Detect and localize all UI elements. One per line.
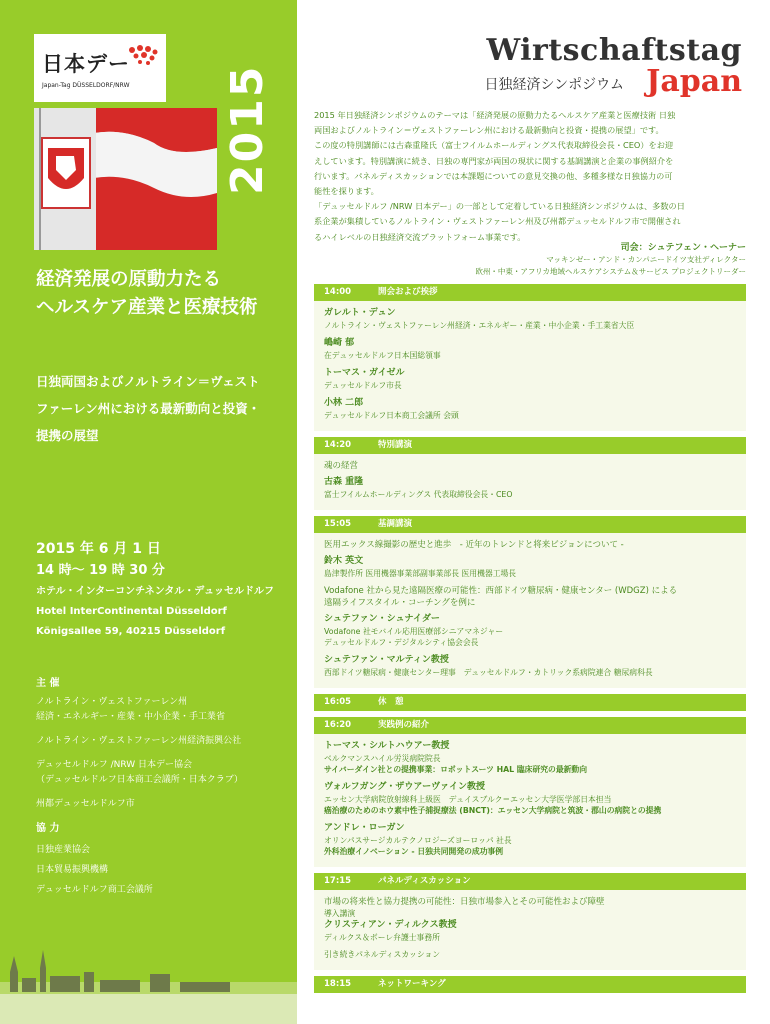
program-slot [314, 437, 746, 454]
program-slot [314, 976, 746, 993]
speaker [324, 307, 736, 331]
slot-details [314, 454, 746, 510]
speaker-role: オリンパスサージカルテクノロジーズヨーロッパ 社長 [324, 836, 512, 845]
speaker-name: 小林 二郎 [324, 398, 364, 408]
program-slot [314, 284, 746, 301]
talk-topic: 外科治療イノベーション - 日独共同開発の成功事例 [324, 847, 504, 856]
talk-topic: サイバーダイン社との提携事業：ロボットスーツ HAL 臨床研究の最新動向 [324, 765, 588, 774]
year-banner: 2015 [222, 64, 273, 196]
moderator [314, 240, 746, 278]
speaker-name: 嶋崎 郁 [324, 338, 355, 348]
speaker-name: 古森 重隆 [324, 477, 364, 487]
intro-line: この度の特別講師には古森重隆氏（富士フイルムホールディングス代表取締役会長・CEO）をお迎 [314, 140, 674, 151]
speaker-name: トーマス・シルトハウアー教授 [324, 741, 450, 751]
speaker-role: デュッセルドルフ市長 [324, 381, 402, 390]
program-slot [314, 694, 746, 711]
moderator-name: 司会：シュテフェン・ヘーナー [620, 243, 746, 253]
slot-time: 14:20 [324, 440, 352, 450]
brand-title: Wirtschaftstag [486, 33, 742, 68]
intro-line: 「デュッセルドルフ /NRW 日本デー」の一部として定着している日独経済シンポジウムは、多数の日 [314, 201, 685, 212]
venue-ja: ホテル・インターコンチネンタル・デュッセルドルフ [36, 586, 274, 597]
talk-topic: 癌治療のためのホウ素中性子捕捉療法 (BNCT)：エッセン大学病院と筑波・郡山の病院との提携 [324, 806, 662, 815]
slot-time: 16:20 [324, 720, 352, 730]
speaker [324, 896, 736, 943]
slot-time: 16:05 [324, 697, 352, 707]
slot-title: パネルディスカッション [378, 876, 471, 886]
logo-main-text: 日本デー [42, 52, 130, 76]
intro-line: 2015 年日独経済シンポジウムのテーマは「経済発展の原動力たるヘルスケア産業と医療技術 日独 [314, 110, 676, 120]
host-item: 州都デュッセルドルフ市 [36, 799, 135, 809]
organizers [36, 676, 286, 902]
flags-photo [34, 108, 217, 250]
panel-note [324, 949, 736, 960]
subheadline [36, 368, 286, 449]
host-item: デュッセルドルフ /NRW 日本デー協会 （デュッセルドルフ日本商工会議所・日本クラブ） [36, 760, 243, 785]
coop-item: 日独産業協会 [36, 845, 91, 855]
venue-en: Hotel InterContinental Düsseldorf [36, 606, 227, 617]
speaker [324, 740, 736, 775]
left-panel [0, 0, 297, 1024]
intro-line: るハイレベルの日独経済交流プラットフォーム事業です。 [314, 231, 526, 242]
moderator-role: マッキンゼー・アンド・カンパニードイツ支社ディレクター [546, 255, 746, 264]
panel-note-text: 引き続きパネルディスカッション [324, 950, 441, 959]
time-text: 14 時〜 19 時 30 分 [36, 563, 165, 578]
slot-details [314, 533, 746, 688]
speaker-role-pre: 導入講演 [324, 909, 356, 918]
slot-title: 休 憩 [378, 697, 404, 707]
event-venue [36, 563, 286, 642]
date-text: 2015 年 6 月 1 日 [36, 541, 161, 557]
coop-item: デュッセルドルフ商工会議所 [36, 885, 153, 895]
talk-topic: 魂の経営 [324, 461, 359, 471]
speaker-name: シュテファン・シュナイダー [324, 614, 440, 624]
speaker [324, 822, 736, 857]
speaker-name: ガレルト・デュン [324, 308, 396, 318]
slot-title: 特別講演 [378, 440, 413, 450]
speaker-role: ノルトライン・ヴェストファーレン州経済・エネルギー・産業・中小企業・手工業省大臣 [324, 321, 635, 330]
intro-line: 行います。パネルディスカッションでは本課題についての意見交換の他、多種多様な日独協力の可 [314, 170, 673, 181]
headline-line: ヘルスケア産業と医療技術 [36, 297, 258, 318]
speaker [324, 539, 736, 579]
speaker-role: 在デュッセルドルフ日本国総領事 [324, 351, 441, 360]
host-label: 主 催 [36, 678, 60, 689]
program-slot [314, 717, 746, 734]
slot-title: ネットワーキング [378, 979, 446, 989]
speaker-role: ベルクマンスハイル労災病院院長 [324, 754, 441, 763]
talk-topic: 市場の将来性と協力提携の可能性：日独市場参入とその可能性および障壁 [324, 897, 605, 907]
slot-title: 実践例の紹介 [378, 720, 430, 730]
speaker [324, 367, 736, 391]
speaker-name: アンドレ・ローガン [324, 823, 405, 833]
speaker [324, 397, 736, 421]
slot-time: 15:05 [324, 519, 352, 529]
program-schedule [314, 240, 746, 993]
speaker-role: 富士フイルムホールディングス 代表取締役会長・CEO [324, 490, 513, 499]
slot-details [314, 890, 746, 970]
speaker [324, 781, 736, 816]
venue-address: Königsallee 59, 40215 Düsseldorf [36, 626, 226, 637]
speaker-role: 西部ドイツ糖尿病・健康センター理事 デュッセルドルフ・カトリック系病院連合 糖尿病科長 [324, 668, 653, 677]
speaker-role: ディルクス＆ボーレ弁護士事務所 [324, 933, 440, 942]
wirtschaftstag-logo [472, 33, 742, 99]
intro-line: 両国およびノルトライン＝ヴェストファーレン州における最新動向と投資・提携の展望」です。 [314, 125, 664, 136]
slot-details [314, 301, 746, 431]
program-slot [314, 516, 746, 533]
program-slot [314, 873, 746, 890]
brand-japan: Japan [646, 64, 742, 99]
slot-title: 開会および挨拶 [378, 287, 438, 297]
speaker-role: 島津製作所 医用機器事業部副事業部長 医用機器工場長 [324, 569, 517, 578]
host-item: ノルトライン・ヴェストファーレン州 経済・エネルギー・産業・中小企業・手工業省 [36, 697, 226, 722]
speaker [324, 654, 736, 678]
city-skyline-illustration [0, 942, 297, 1024]
speaker [324, 585, 736, 648]
event-date [36, 538, 286, 560]
logo-dots-icon [126, 44, 160, 68]
subhead-line: ファーレン州における最新動向と投資・ [36, 401, 261, 416]
talk-topic: Vodafone 社から見た遠隔医療の可能性：西部ドイツ糖尿病・健康センター (WDGZ) による 遠隔ライフスタイル・コーチングを例に [324, 586, 678, 608]
intro-line: えしています。特別講演に続き、日独の専門家が両国の現状に関する基調講演と企業の事例紹介を [314, 155, 674, 166]
slot-time: 14:00 [324, 287, 352, 297]
brand-subtitle: 日独経済シンポジウム [484, 77, 624, 93]
speaker-name: シュテファン・マルティン教授 [324, 655, 449, 665]
slot-title: 基調講演 [378, 519, 413, 529]
speaker-role: Vodafone 社モバイル応用医療部シニアマネジャー デュッセルドルフ・デジタルシティ協会会長 [324, 627, 504, 647]
subhead-line: 提携の展望 [36, 428, 99, 443]
flags-illustration [34, 108, 217, 250]
moderator-role: 欧州・中東・アフリカ地域ヘルスケアシステム＆サービス プロジェクトリーダー [475, 267, 746, 276]
speaker [324, 460, 736, 500]
intro-line: 能性を探ります。 [314, 186, 379, 197]
speaker [324, 337, 736, 361]
talk-topic: 医用エックス線撮影の歴史と進歩 - 近年のトレンドと将来ビジョンについて - [324, 540, 624, 550]
speaker-role: デュッセルドルフ日本商工会議所 会頭 [324, 411, 459, 420]
logo-sub-text: Japan-Tag DÜSSELDORF/NRW [42, 82, 130, 89]
slot-details [314, 734, 746, 867]
subhead-line: 日独両国およびノルトライン＝ヴェスト [36, 374, 260, 389]
headline [36, 266, 286, 322]
host-item: ノルトライン・ヴェストファーレン州経済振興公社 [36, 736, 242, 746]
slot-time: 17:15 [324, 876, 352, 886]
speaker-name: 鈴木 英文 [324, 556, 364, 566]
coop-label: 協 力 [36, 823, 60, 834]
coop-item: 日本貿易振興機構 [36, 865, 109, 875]
intro-text [314, 108, 746, 245]
speaker-name: クリスティアン・ディルクス教授 [324, 920, 457, 930]
speaker-name: トーマス・ガイゼル [324, 368, 405, 378]
intro-line: 系企業が集積しているノルトライン・ヴェストファーレン州及び州都デュッセルドルフ市で開催され [314, 216, 681, 227]
japan-tag-logo [34, 34, 166, 102]
speaker-name: ヴォルフガング・ザウアーヴァイン教授 [324, 782, 486, 792]
headline-line: 経済発展の原動力たる [36, 269, 222, 290]
slot-time: 18:15 [324, 979, 352, 989]
speaker-role: エッセン大学病院放射線科上級医 デュイスブルク＝エッセン大学医学部日本担当 [324, 795, 612, 804]
